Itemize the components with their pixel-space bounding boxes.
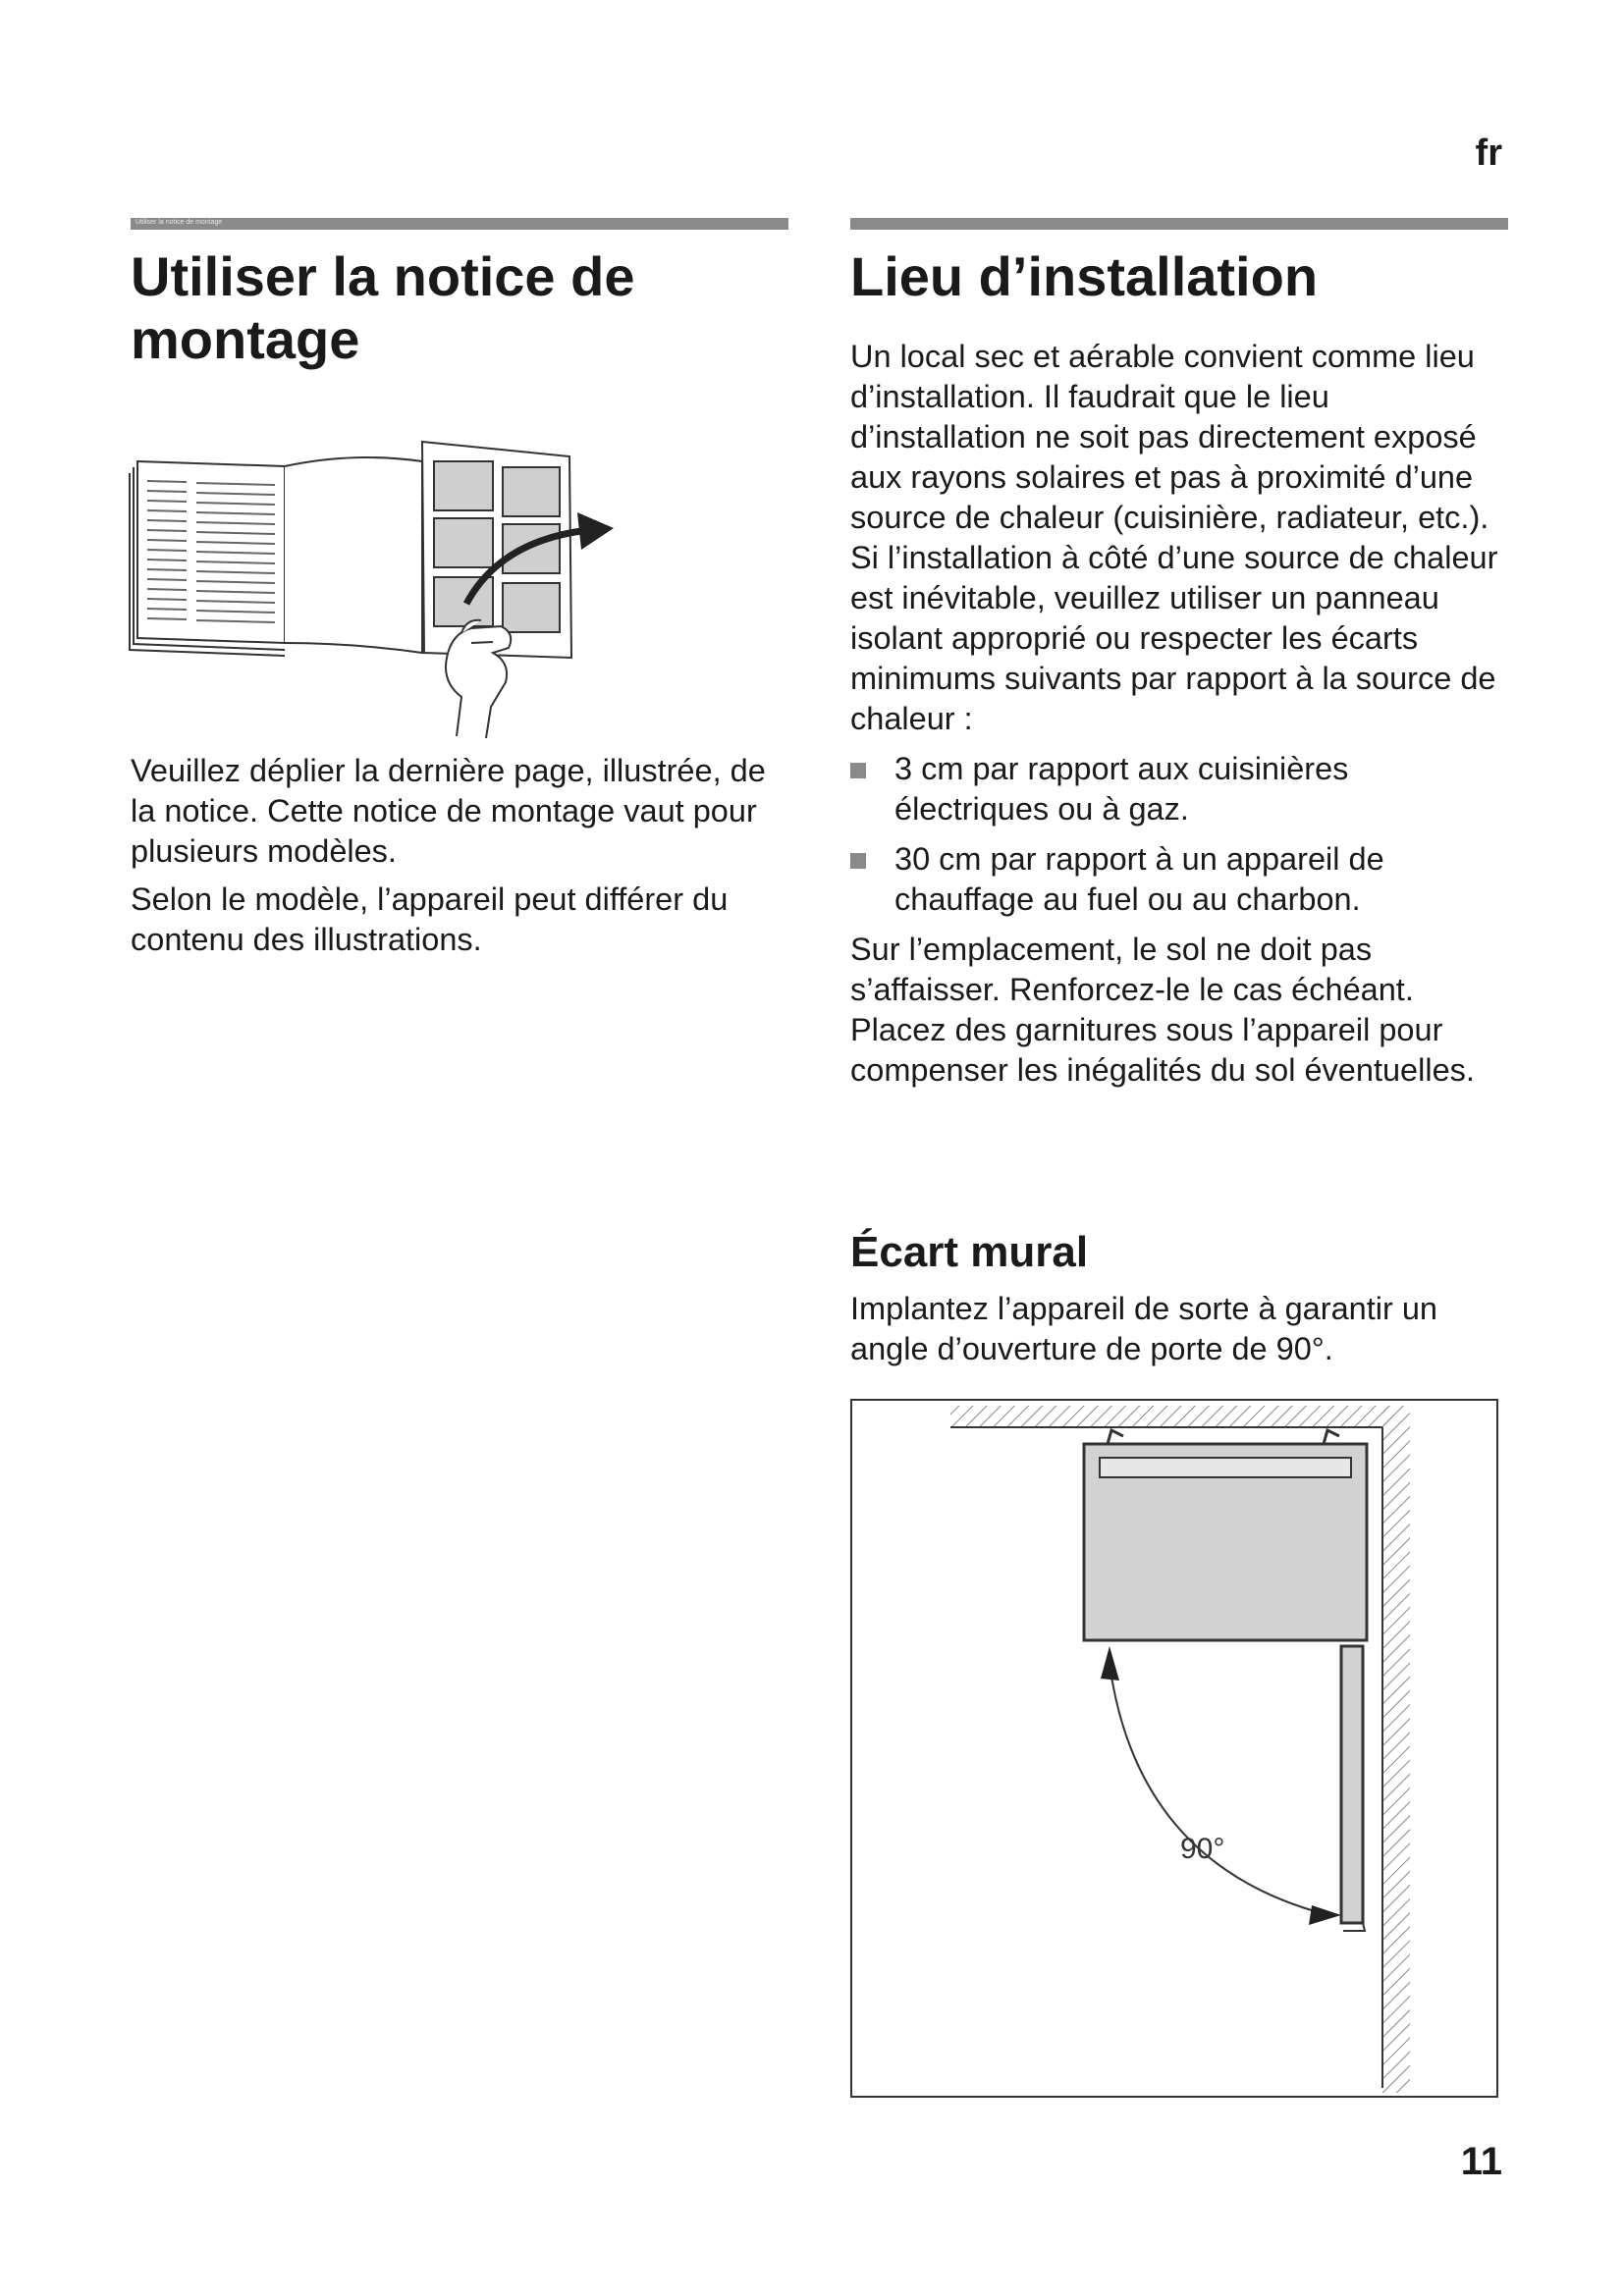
installation-text (850, 337, 1508, 1091)
section-title-notice: Utiliser la notice de montage (131, 245, 635, 370)
section-title-installation: Lieu d’installation (850, 245, 1319, 307)
subheading-ecart-mural: Écart mural (850, 1228, 1089, 1276)
section-rule-left (131, 218, 788, 230)
page-number: 11 (1460, 2140, 1502, 2183)
paragraph: Selon le modèle, l’appareil peut différer du contenu des illustrations. (131, 881, 729, 957)
wall-distance-figure (850, 1399, 1498, 2098)
rule-caption: Utiliser la notice de montage (135, 219, 223, 226)
section-rule-right (850, 218, 1508, 230)
paragraph: Un local sec et aérable convient comme lieu d’installation. Il faudrait que le lieu d’installation ne soit pas directement exposé aux rayons solaires et pas à proximité d’une source de chaleur (cuisinière, radiateur, etc.). (850, 339, 1489, 535)
bullet-square-icon (850, 763, 866, 778)
list-item-text: 30 cm par rapport à un appareil de chauffage au fuel ou au charbon. (894, 841, 1384, 917)
ecart-text (850, 1289, 1508, 1369)
distance-list (850, 749, 1508, 920)
list-item (850, 749, 1508, 829)
paragraph: Si l’installation à côté d’une source de chaleur est inévitable, veuillez utiliser un panneau isolant approprié ou respecter les écarts minimums suivants par rapport à la source de chaleur : (850, 540, 1498, 736)
bullet-square-icon (850, 853, 866, 869)
language-code: fr (1475, 133, 1502, 174)
notice-text (131, 751, 779, 960)
paragraph: Implantez l’appareil de sorte à garantir un angle d’ouverture de porte de 90°. (850, 1291, 1437, 1366)
manual-unfold-illustration (128, 432, 628, 741)
angle-label: 90° (1180, 1833, 1225, 1865)
list-item-text: 3 cm par rapport aux cuisinières électriques ou à gaz. (894, 751, 1349, 827)
list-item (850, 839, 1508, 920)
paragraph: Sur l’emplacement, le sol ne doit pas s’affaisser. Renforcez-le le cas échéant. Placez des garnitures sous l’appareil pour compenser les inégalités du sol éventuelles. (850, 932, 1475, 1088)
paragraph: Veuillez déplier la dernière page, illustrée, de la notice. Cette notice de montage vaut pour plusieurs modèles. (131, 753, 766, 869)
